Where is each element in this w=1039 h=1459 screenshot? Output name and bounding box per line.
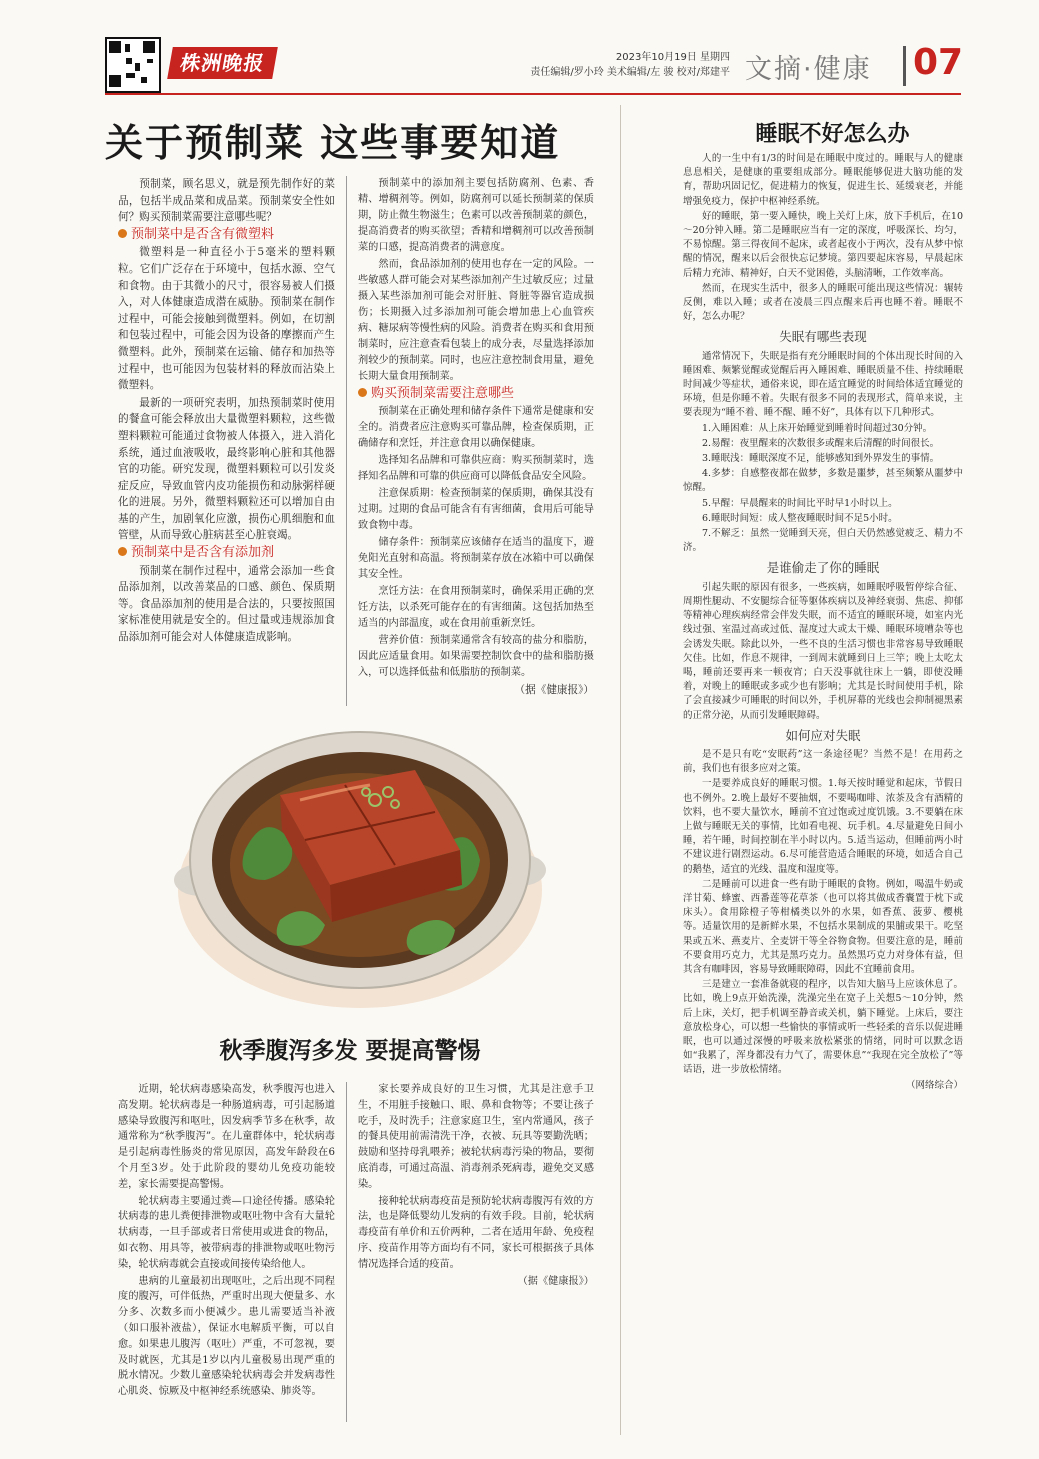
article1-paragraph: 注意保质期：检查预制菜的保质期，确保其没有过期。过期的食品可能含有有害细菌，食用后可能导致食物中毒。 [358,487,594,531]
issue-meta [500,50,730,80]
article2-source: （据《健康报》） [517,1275,594,1287]
header-divider [903,46,906,86]
article2-paragraph: 轮状病毒主要通过粪—口途径传播。感染轮状病毒的患儿粪便排泄物或呕吐物中含有大量轮状病毒，一旦手部或者日常使用或进食的物品，如衣物、用具等，被带病毒的排泄物或呕吐物污染，轮状病毒就会直接或间接传染给他人。 [118,1195,335,1270]
braised-pork-illustration [170,700,550,1020]
article1-paragraph: 储存条件：预制菜应该储存在适当的温度下，避免阳光直射和高温。将预制菜存放在冰箱中可以确保其安全性。 [358,536,594,580]
article3-column [683,152,963,1094]
article3-subheading: 失眠有哪些表现 [779,329,867,345]
symptom-item: 2.易醒：夜里醒来的次数很多或醒来后清醒的时间很长。 [702,437,940,449]
article2-column-1 [118,1082,335,1401]
article3-paragraph: 是不是只有吃“安眠药”这一条途径呢？当然不是！在用药之前，我们也有很多应对之策。 [683,748,963,775]
symptom-item: 3.睡眠浅：睡眠深度不足，能够感知到外界发生的事情。 [702,453,940,465]
article2-paragraph: 家长要养成良好的卫生习惯，尤其是注意手卫生，不用脏手接触口、眼、鼻和食物等；不要让孩子吃手，及时洗手；注意家庭卫生，室内常通风，孩子的餐具使用前需清洗干净，衣被、玩具等要勤洗晒；鼓励和坚持母乳喂养；被轮状病毒污染的物品，要彻底消毒，可通过高温、消毒剂杀死病毒，避免交叉感染。 [358,1084,594,1190]
article1-paragraph: 微塑料是一种直径小于5毫米的塑料颗粒。它们广泛存在于环境中，包括水源、空气和食物。由于其微小的尺寸，很容易被人们摄入，对人体健康造成潜在威胁。预制菜在制作过程中，可能会接触到微塑料。例如，在切割和包装过程中，可能会因为设备的摩擦而产生微塑料。此外，预制菜在运输、储存和加热等过程中，也可能因为包装材料的释放而沾染上微塑料。 [118,246,335,392]
article1-column-1 [118,176,335,647]
article-headline-autumn-diarrhea: 秋季腹泻多发 要提高警惕 [219,1037,481,1064]
symptom-item: 6.睡眠时间短：成人整夜睡眠时间不足5小时。 [702,512,898,524]
article1-paragraph: 选择知名品牌和可靠供应商：购买预制菜时，选择知名品牌和可靠的供应商可以降低食品安全风险。 [358,454,594,482]
newspaper-masthead: 株洲晚报 [167,47,278,79]
article1-paragraph: 预制菜在制作过程中，通常会添加一些食品添加剂，以改善菜品的口感、颜色、保质期等。食品添加剂的使用是合法的，只要按照国家标准使用就是安全的。但过量或违规添加食品添加剂可能会对人体健康造成影响。 [118,564,335,644]
column-divider [346,1082,347,1422]
article3-paragraph: 人的一生中有1/3的时间是在睡眠中度过的。睡眠与人的健康息息相关，是健康的重要组成部分。睡眠能够促进大脑功能的发育，帮助巩固记忆，促进精力的恢复，促进生长、延缓衰老，并能增强免疫力，保护中枢神经系统。 [683,153,963,207]
symptom-item: 5.早醒：早晨醒来的时间比平时早1小时以上。 [702,497,898,509]
article3-paragraph: 好的睡眠，第一要入睡快，晚上关灯上床，放下手机后，在10～20分钟入睡。第二是睡眠应当有一定的深度，呼吸深长、均匀，不易惊醒。第三得夜间不起床，或者起夜小于两次，没有从梦中惊醒的情况，醒来以后会很快忘记梦境。第四要起床容易，早晨起床后精力充沛、精神好，白天不觉困倦，头脑清晰，工作效率高。 [683,210,963,279]
issue-date: 2023年10月19日 星期四 [615,52,730,63]
article1-paragraph: 然而，食品添加剂的使用也存在一定的风险。一些敏感人群可能会对某些添加剂产生过敏反应；过量摄入某些添加剂可能会对肝脏、肾脏等器官造成损伤；长期摄入过多添加剂可能会增加患上心血管疾病、糖尿病等慢性病的风险。消费者在购买和食用预制菜时，应注意查看包装上的成分表，尽量选择添加剂较少的预制菜。同时，也应注意控制食用量，避免长期大量食用预制菜。 [358,259,594,382]
article3-paragraph: 二是睡前可以进食一些有助于睡眠的食物。例如，喝温牛奶或洋甘菊、蜂蜜、西番莲等花草茶（也可以将其做成香囊置于枕下或床头）。食用除橙子等柑橘类以外的水果，如香蕉、菠萝、樱桃等。适量饮用的是新鲜水果，不包括水果制成的果脯或果干。吃坚果或五米、燕麦片、全麦饼干等全谷物食物。但要注意的是，睡前不要食用巧克力，尤其是黑巧克力。虽然黑巧克力对身体有益，但其含有咖啡因，容易导致睡眠障碍，因此不宜睡前食用。 [683,878,963,975]
section-title: 文摘·健康 [745,54,872,85]
article3-paragraph: 通常情况下，失眠是指有充分睡眠时间的个体出现长时间的入睡困难、频繁觉醒或觉醒后再入睡困难、睡眠质量不佳、持续睡眠时间减少等症状，通俗来说，即在适宜睡觉的时间给体适宜睡觉的环境，但是你睡不着。失眠有很多不同的表现形式，简单来说，主要表现为“睡不着、睡不醒、睡不好”，具体有以下几种形式。 [683,350,963,419]
header-rule [105,93,961,95]
bullet-icon [358,388,367,397]
qr-code [105,37,161,93]
article1-subheading: 预制菜中是否含有添加剂 [118,545,335,562]
article3-paragraph: 三是建立一套准备就寝的程序，以告知大脑马上应该休息了。比如，晚上9点开始洗澡，洗澡完坐在宽子上关想5～10分钟，然后上床，关灯，把手机调至静音或关机，躺下睡觉。上床后，要注意放松身心，可以想一些愉快的事情或听一些轻柔的音乐以促进睡眠，也可以通过深慢的呼吸来放松紧张的情绪，同时可以默念语如“我累了，浑身都没有力气了，需要休息”“我现在完全放松了”等话语，进一步放松情绪。 [683,979,963,1076]
article1-paragraph: 营养价值：预制菜通常含有较高的盐分和脂肪，因此应适量食用。如果需要控制饮食中的盐和脂肪摄入，可以选择低盐和低脂肪的预制菜。 [358,634,594,678]
page-column-divider [620,105,621,1435]
article3-subheading: 如何应对失眠 [785,727,861,743]
article2-column-2 [358,1082,594,1290]
article1-paragraph: 最新的一项研究表明，加热预制菜时使用的餐盒可能会释放出大量微塑料颗粒，这些微塑料颗粒可能通过食物被人体摄入，进入消化系统，通过血液吸收，最终影响心脏和其他器官的功能。研究发现，微塑料颗粒可以引发炎症反应，导致血管内皮功能损伤和动脉粥样硬化的进展。另外，微塑料颗粒还可以增加自由基的产生，加剧氧化应激，损伤心肌细胞和血管壁，从而导致心脏病甚至心脏衰竭。 [118,396,335,542]
article1-subheading: 预制菜中是否含有微塑料 [118,227,335,244]
issue-editors: 责任编辑/罗小玲 美术编辑/左 骏 校对/郑建平 [530,67,730,78]
article1-paragraph: 烹饪方法：在食用预制菜时，确保采用正确的烹饪方法，以杀死可能存在的有害细菌。这包括加热至适当的内部温度，或在食用前重新烹饪。 [358,585,594,629]
article2-paragraph: 近期，轮状病毒感染高发，秋季腹泻也进入高发期。轮状病毒是一种肠道病毒，可引起肠道感染导致腹泻和呕吐，因发病季节多在秋季，故通常称为“秋季腹泻”。在儿童群体中，轮状病毒是引起病毒性肠炎的常见原因，高发年龄段在6个月至3岁。处于此阶段的婴幼儿免疫功能较差，家长需要提高警惕。 [118,1084,335,1190]
article2-paragraph: 患病的儿童最初出现呕吐，之后出现不同程度的腹泻，可伴低热，严重时出现大便量多、水分多、次数多而小便减少。患儿需要适当补液（如口服补液盐），保证水电解质平衡，可以自愈。如果患儿腹泻（呕吐）严重，不可忽视，要及时就医，尤其是1岁以内儿童极易出现严重的脱水情况。少数儿童感染轮状病毒会并发病毒性心肌炎、惊厥及中枢神经系统感染、肺炎等。 [118,1275,335,1398]
article3-paragraph: 一是要养成良好的睡眠习惯。1.每天按时睡觉和起床，节假日也不例外。2.晚上最好不要抽烟，不要喝咖啡、浓茶及含有酒精的饮料，也不要大量饮水，睡前不宜过饱或过度饥饿。3.不要躺在床上做与睡眠无关的事情，比如看电视、玩手机。4.尽量避免日间小睡，若午睡，时间控制在半小时以内。5.适当运动，但睡前两小时不建议进行剧烈运动。6.尽可能营造适合睡眠的环境，如适合自己的鹅垫，适宜的光线、温度和湿度等。 [683,778,963,875]
article1-column-2 [358,176,594,699]
bullet-icon [118,229,127,238]
column-divider [346,176,347,706]
article1-subheading: 购买预制菜需要注意哪些 [358,386,594,403]
article-headline-sleep: 睡眠不好怎么办 [755,121,910,147]
article2-paragraph: 接种轮状病毒疫苗是预防轮状病毒腹泻有效的方法，也是降低婴幼儿发病的有效手段。目前，轮状病毒疫苗有单价和五价两种，二者在适用年龄、免疫程序、疫苗作用等方面均有不同，家长可根据孩子具体情况选择合适的疫苗。 [358,1195,594,1270]
article3-source: （网络综合） [905,1079,963,1091]
bullet-icon [118,547,127,556]
article3-subheading: 是谁偷走了你的睡眠 [766,560,880,576]
article1-paragraph: 预制菜在正确处理和储存条件下通常是健康和安全的。消费者应注意购买可靠品牌，检查保质期，正确储存和烹饪，并注意食用以确保健康。 [358,405,594,449]
article3-paragraph: 引起失眠的原因有很多，一些疾病，如睡眠呼吸暂停综合征、周期性腿动、不安腿综合征等躯体疾病以及神经衰弱、焦虑、抑郁等精神心理疾病经常会伴发失眠，而不适宜的睡眠环境，如室内光线过强、室温过高或过低、湿度过大或太干燥、睡眠环境嘈杂等也会诱发失眠。除此以外，一些不良的生活习惯也非常容易导致睡眠欠佳。比如，作息不规律，一到周末就睡到日上三竿；晚上太吃太喝，睡前还要再来一顿夜宵；白天没事就往床上一躺，即使没睡着，对晚上的睡眠或多或少也有影响；尤其是长时间使用手机，除了会直接减少可睡眠的时间以外，手机屏幕的光线也会抑制褪黑素的正常分泌，从而引发睡眠障碍。 [683,581,963,721]
article3-paragraph: 然而，在现实生活中，很多人的睡眠可能出现这些情况：辗转反侧，难以入睡；或者在凌晨三四点醒来后再也睡不着。睡眠不好，怎么办呢？ [683,282,963,323]
article1-intro: 预制菜，顾名思义，就是预先制作好的菜品，包括半成品菜和成品菜。预制菜安全性如何？购买预制菜需要注意哪些呢？ [118,178,335,224]
article1-source: （据《健康报》） [514,683,594,696]
article-headline-prepared-dishes: 关于预制菜 这些事要知道 [105,120,561,165]
symptom-item: 1.入睡困难：从上床开始睡觉到睡着时间超过30分钟。 [702,422,933,434]
symptom-item: 7.不解乏：虽然一觉睡到天亮，但白天仍然感觉疲乏、精力不济。 [683,528,963,554]
article1-paragraph: 预制菜中的添加剂主要包括防腐剂、色素、香精、增稠剂等。例如，防腐剂可以延长预制菜的保质期，防止微生物滋生；色素可以改善预制菜的颜色，提高消费者的购买欲望；香精和增稠剂可以改善预制菜的口感，提高消费者的满意度。 [358,178,594,253]
page-number: 07 [913,42,964,83]
symptom-item: 4.多梦：自感整夜都在做梦，多数是噩梦，甚至频繁从噩梦中惊醒。 [683,468,963,494]
